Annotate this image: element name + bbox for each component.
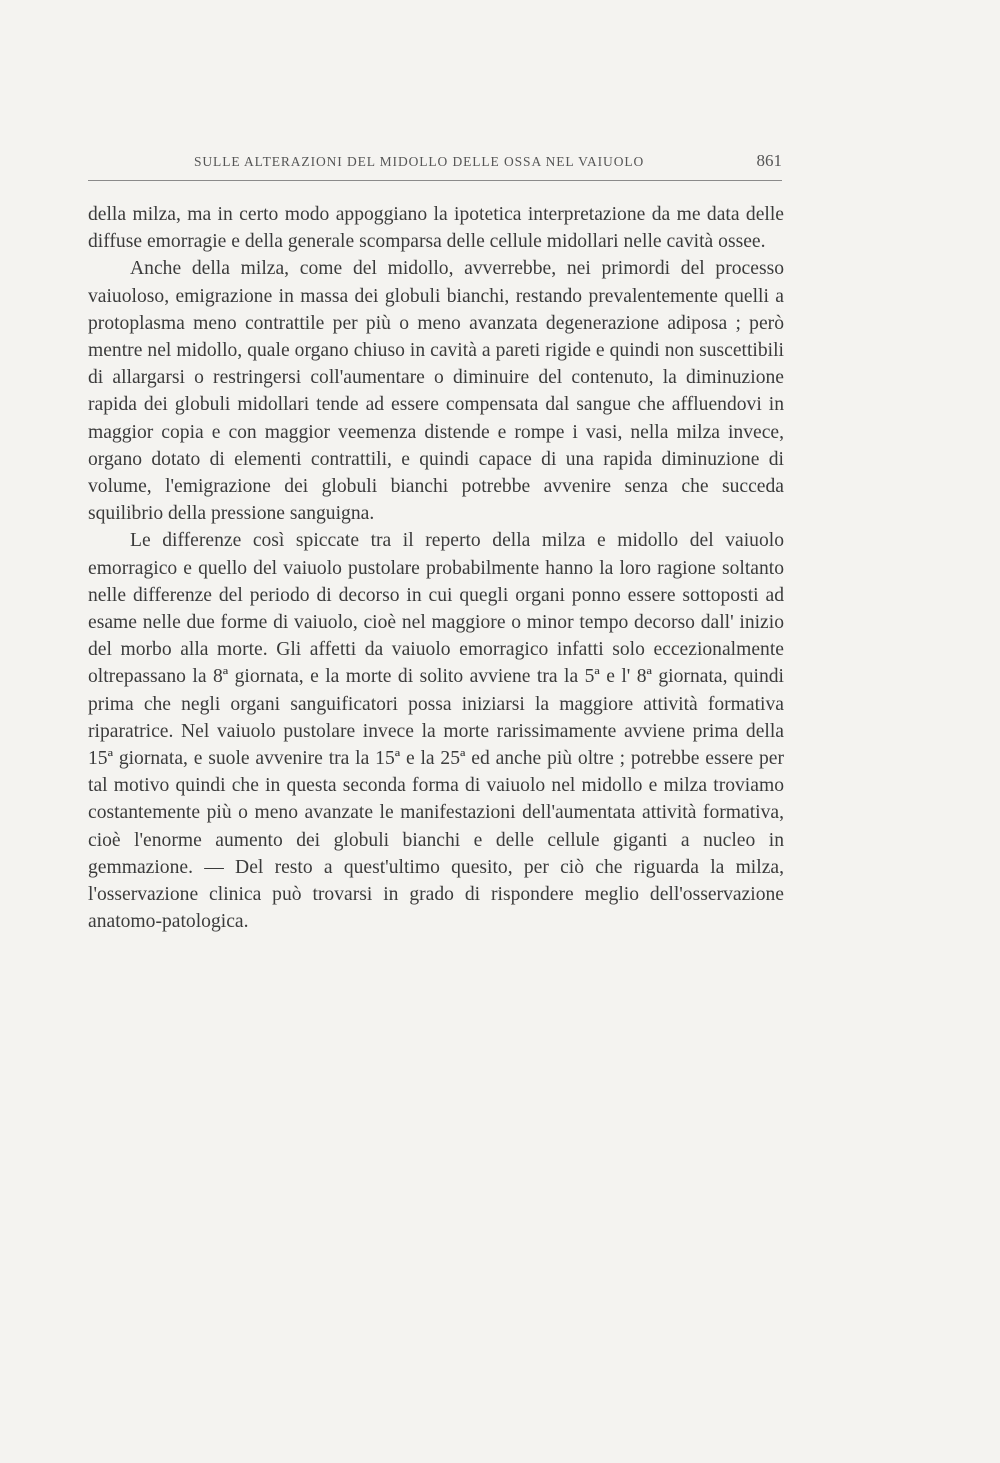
header-rule (88, 180, 782, 181)
paragraph: Le differenze così spiccate tra il reperto della milza e midollo del vaiuolo emorragico e quello del vaiuolo pustolare probabilmente hanno la loro ragione soltanto nelle differenze del periodo di decorso in cui quegli organi ponno essere sottoposti ad esame nelle due forme di vaiuolo, cioè nel maggiore o minor tempo decorso dall' inizio del morbo alla morte. Gli affetti da vaiuolo emorragico infatti solo eccezionalmente oltrepassano la 8ª giornata, e la morte di solito avviene tra la 5ª e l' 8ª giornata, quindi prima che negli organi sanguificatori possa iniziarsi la maggiore attività formativa riparatrice. Nel vaiuolo pustolare invece la morte rarissimamente avviene prima della 15ª giornata, e suole avvenire tra la 15ª e la 25ª ed anche più oltre ; potrebbe essere per tal motivo quindi che in questa seconda forma di vaiuolo nel midollo e milza troviamo costantemente più o meno avanzate le manifestazioni dell'aumentata attività formativa, cioè l'enorme aumento dei globuli bianchi e delle cellule giganti a nucleo in gemmazione. — Del resto a quest'ultimo quesito, per ciò che riguarda la milza, l'osservazione clinica può trovarsi in grado di rispondere meglio dell'osservazione anatomo-patologica. (88, 530, 784, 933)
running-head: SULLE ALTERAZIONI DEL MIDOLLO DELLE OSSA NEL VAIUOLO (194, 154, 645, 169)
body-text (88, 201, 784, 935)
page-header (88, 152, 782, 176)
page-number: 861 (756, 151, 782, 170)
paragraph: della milza, ma in certo modo appoggiano la ipotetica interpretazione da me data delle diffuse emorragie e della generale scomparsa delle cellule midollari nelle cavità ossee. (88, 204, 784, 253)
paragraph: Anche della milza, come del midollo, avverrebbe, nei primordi del processo vaiuoloso, emigrazione in massa dei globuli bianchi, restando prevalentemente quelli a protoplasma meno contrattile per più o meno avanzata degenerazione adiposa ; però mentre nel midollo, quale organo chiuso in cavità a pareti rigide e quindi non suscettibili di allargarsi o restringersi coll'aumentare o diminuire del contenuto, la diminuzione rapida dei globuli midollari tende ad essere compensata dal sangue che affluendovi in maggior copia e con maggior veemenza distende e rompe i vasi, nella milza invece, organo dotato di elementi contrattili, e quindi capace di una rapida diminuzione di volume, l'emigrazione dei globuli bianchi potrebbe avvenire senza che succeda squilibrio della pressione sanguigna. (88, 258, 784, 525)
